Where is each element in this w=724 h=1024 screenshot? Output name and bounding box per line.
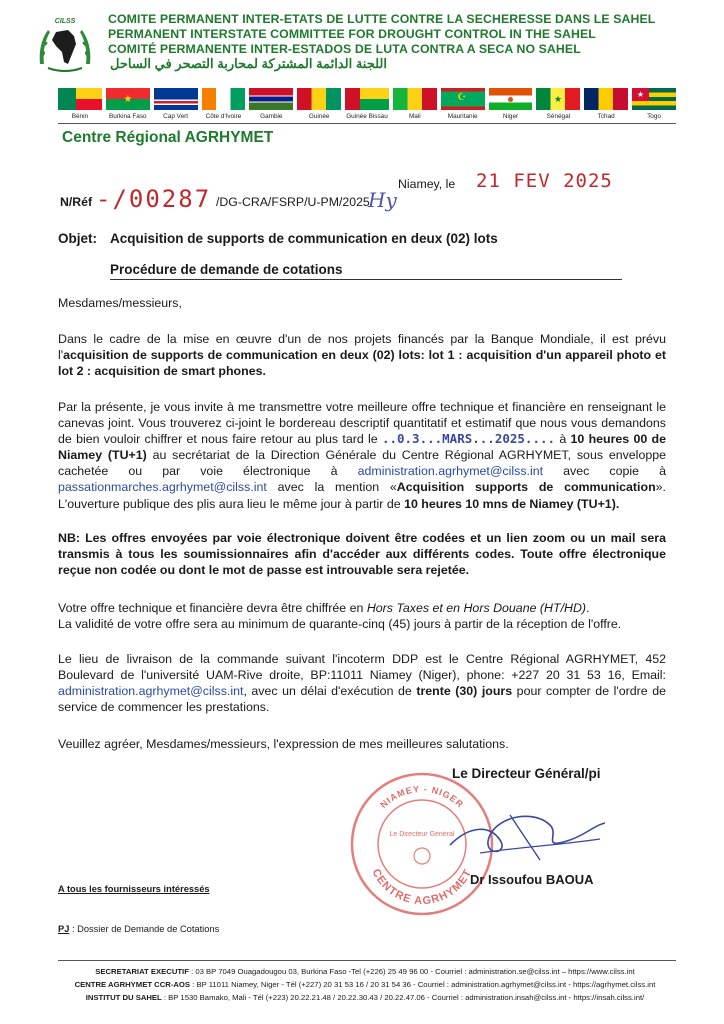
paragraph-nb: NB: Les offres envoyées par voie électronique doivent être codées et un lien zoom ou un mail sera transmis à tous les soumissionnaires afin d'accéder aux différents codes. Toute offre électronique reçue non codée ou dont le mot de passe est introuvable sera rejetée.	[58, 531, 666, 578]
country-label: Sénégal	[546, 113, 571, 120]
pj-text: : Dossier de Demande de Cotations	[69, 924, 220, 934]
country-label: Togo	[647, 113, 661, 120]
p2-text-d: avec copie à	[543, 464, 667, 479]
p1-lots: acquisition de supports de communication en deux (02) lots: lot 1 : acquisition d'un appareil photo et lot 2 : acquisition de smart phones.	[58, 348, 666, 379]
country-label: Gambie	[260, 113, 283, 120]
member-flags	[58, 88, 676, 110]
paragraph-delivery	[58, 651, 666, 715]
paragraph-offer	[58, 600, 666, 632]
email-link-admin[interactable]: administration.agrhymet@cilss.int	[357, 464, 544, 479]
country-label: Guinée Bissau	[346, 113, 388, 120]
reference-number-stamp: -/00287	[96, 185, 212, 213]
org-name-ar: اللجنة الدائمة المشتركة لمحاربة التصحر في الساحل	[110, 56, 387, 71]
signatory-name: Dr Issoufou BAOUA	[470, 872, 594, 887]
paragraph-invitation	[58, 399, 666, 512]
place-label: Niamey, le	[398, 177, 456, 191]
date-stamp: 21 FEV 2025	[476, 170, 613, 192]
objet-text: Acquisition de supports de communication en deux (02) lots	[110, 231, 498, 246]
flag-tchad	[584, 88, 628, 110]
org-name-pt: COMITÉ PERMANENTE INTER-ESTADOS DE LUTA CONTRA A SECA NO SAHEL	[108, 42, 581, 56]
procedure-underline	[110, 279, 622, 280]
footer-line-secretariat	[40, 967, 690, 976]
flag-mali	[393, 88, 437, 110]
footer-line-insah	[40, 993, 690, 1002]
logo-text: CILSS	[54, 18, 76, 25]
p4-text-a: Votre offre technique et financière devra être chiffrée en	[58, 601, 367, 615]
country-label: Cap Vert	[163, 113, 189, 120]
p5-text-c: pour compter de l'ordre de service de commencer les prestations.	[58, 684, 666, 715]
opening-time: 10 heures 10 mns de Niamey (TU+1).	[404, 496, 620, 511]
flag-niger	[489, 88, 533, 110]
footer-text: : BP 1530 Bamako, Mali - Tél (+223) 20.22.21.48 / 20.22.30.43 / 20.22.47.06 - Courriel : administration.insah@cilss.int - https://insah.cilss.int/	[161, 993, 645, 1002]
attachments	[58, 924, 219, 934]
handwritten-signature	[440, 795, 610, 875]
cilss-logo	[34, 14, 96, 76]
org-name-fr: COMITE PERMANENT INTER-ETATS DE LUTTE CONTRE LA SECHERESSE DANS LE SAHEL	[108, 12, 656, 26]
member-countries	[58, 113, 676, 120]
seal-center-text: Le Directeur Général	[389, 831, 455, 838]
flag-cote-divoire	[202, 88, 246, 110]
email-link-delivery[interactable]: administration.agrhymet@cilss.int	[58, 684, 244, 699]
country-label: Burkina Faso	[108, 113, 147, 120]
country-label: Niger	[502, 113, 519, 120]
p4-validity: La validité de votre offre sera au minimum de quarante-cinq (45) jours à partir de la réception de l'offre.	[58, 617, 622, 632]
flag-mauritanie: ☪	[441, 88, 485, 110]
footer-divider	[58, 960, 676, 961]
greeting: Mesdames/messieurs,	[58, 296, 182, 310]
procedure-title: Procédure de demande de cotations	[110, 262, 343, 277]
country-label: Côte d'Ivoire	[205, 113, 242, 120]
paragraph-context	[58, 331, 666, 379]
addressees: A tous les fournisseurs intéressés	[58, 884, 210, 894]
country-label: Bénin	[71, 113, 89, 120]
signatory-title: Le Directeur Général/pi	[452, 766, 601, 781]
envelope-mention: Acquisition supports de communication	[396, 480, 656, 495]
p5-text-a: Le lieu de livraison de la commande suivant l'incoterm DDP est le Centre Régional AGRHYMET, 452 Boulevard de l'université UAM-Rive droite, BP:11011 Niamey (Niger), phone: +227 20 31 53 16, Email:	[58, 652, 666, 683]
p4-text-b: .	[586, 601, 590, 615]
pj-label: PJ	[58, 924, 70, 934]
p2-text-c: au secrétariat de la Direction Générale du Centre Régional AGRHYMET, sous enveloppe cachetée ou par voie électronique à	[58, 448, 667, 479]
email-link-passation[interactable]: passationmarches.agrhymet@cilss.int	[58, 480, 267, 495]
p2-text-f: ». L'ouverture publique des plis aura lieu le même jour à partir de	[58, 480, 666, 511]
seal-bottom-text: CENTRE AGRHYMET	[369, 867, 475, 908]
footer-text: : 03 BP 7049 Ouagadougou 03, Burkina Faso -Tel (+226) 25 49 96 00 - Courriel : administration.se@cilss.int – https://www.cilss.int	[188, 967, 635, 976]
p1-text: Dans le cadre de la mise en œuvre d'un de nos projets financés par la Banque Mondiale, il est prévu l'	[58, 332, 666, 363]
seal-top-text: NIAMEY - NIGER	[378, 783, 466, 810]
p2-text-a: Par la présente, je vous invite à me transmettre votre meilleure offre technique et financière en renseignant le canevas joint. Vous trouverez ci-joint le bordereau descriptif quantitatif et estimatif que nous vous demandons de bien vouloir chiffrer et nous faire retour au plus tard le	[58, 400, 666, 447]
p5-delay: trente (30) jours	[416, 684, 513, 699]
flag-guinee-bissau	[345, 88, 389, 110]
flag-guinee	[297, 88, 341, 110]
flag-senegal: ★	[536, 88, 580, 110]
p2-text-b: à	[555, 432, 571, 447]
footer-label: CENTRE AGRHYMET CCR-AOS	[74, 980, 191, 989]
deadline-time: 10 heures 00 de Niamey (TU+1)	[58, 432, 667, 463]
footer-line-agrhymet	[40, 980, 690, 989]
country-label: Mauritanie	[447, 113, 478, 120]
deadline-date-handwritten: ..0.3...MARS...2025....	[381, 431, 556, 447]
closing-salutation: Veuillez agréer, Mesdames/messieurs, l'expression de mes meilleures salutations.	[58, 737, 509, 751]
reference-label: N/Réf	[60, 195, 93, 209]
flag-gambie	[249, 88, 293, 110]
centre-name: Centre Régional AGRHYMET	[62, 129, 274, 146]
country-label: Tchad	[597, 113, 615, 120]
flag-togo: ★	[632, 88, 676, 110]
reference-initials: Hy	[368, 188, 397, 212]
objet-label: Objet:	[58, 231, 97, 246]
country-label: Mali	[408, 113, 421, 120]
header-divider	[58, 123, 676, 124]
p5-text-b: , avec un délai d'exécution de	[243, 684, 417, 699]
org-name-en: PERMANENT INTERSTATE COMMITTEE FOR DROUGHT CONTROL IN THE SAHEL	[108, 27, 596, 41]
flag-cap-vert	[154, 88, 198, 110]
p4-ht-hd: Hors Taxes et en Hors Douane (HT/HD)	[366, 601, 587, 615]
p2-text-e: avec la mention «	[266, 480, 397, 495]
footer-text: : BP 11011 Niamey, Niger - Tél (+227) 20 31 53 16 / 20 31 54 36 - Courriel : administration.agrhymet@cilss.int - https://agrhymet.cilss.int	[190, 980, 656, 989]
footer-label: INSTITUT DU SAHEL	[85, 993, 162, 1002]
flag-benin	[58, 88, 102, 110]
footer-label: SECRETARIAT EXECUTIF	[95, 967, 189, 976]
reference-code: /DG-CRA/FSRP/U-PM/2025	[216, 195, 370, 209]
country-label: Guinée	[308, 113, 330, 120]
flag-burkina-faso: ★	[106, 88, 150, 110]
